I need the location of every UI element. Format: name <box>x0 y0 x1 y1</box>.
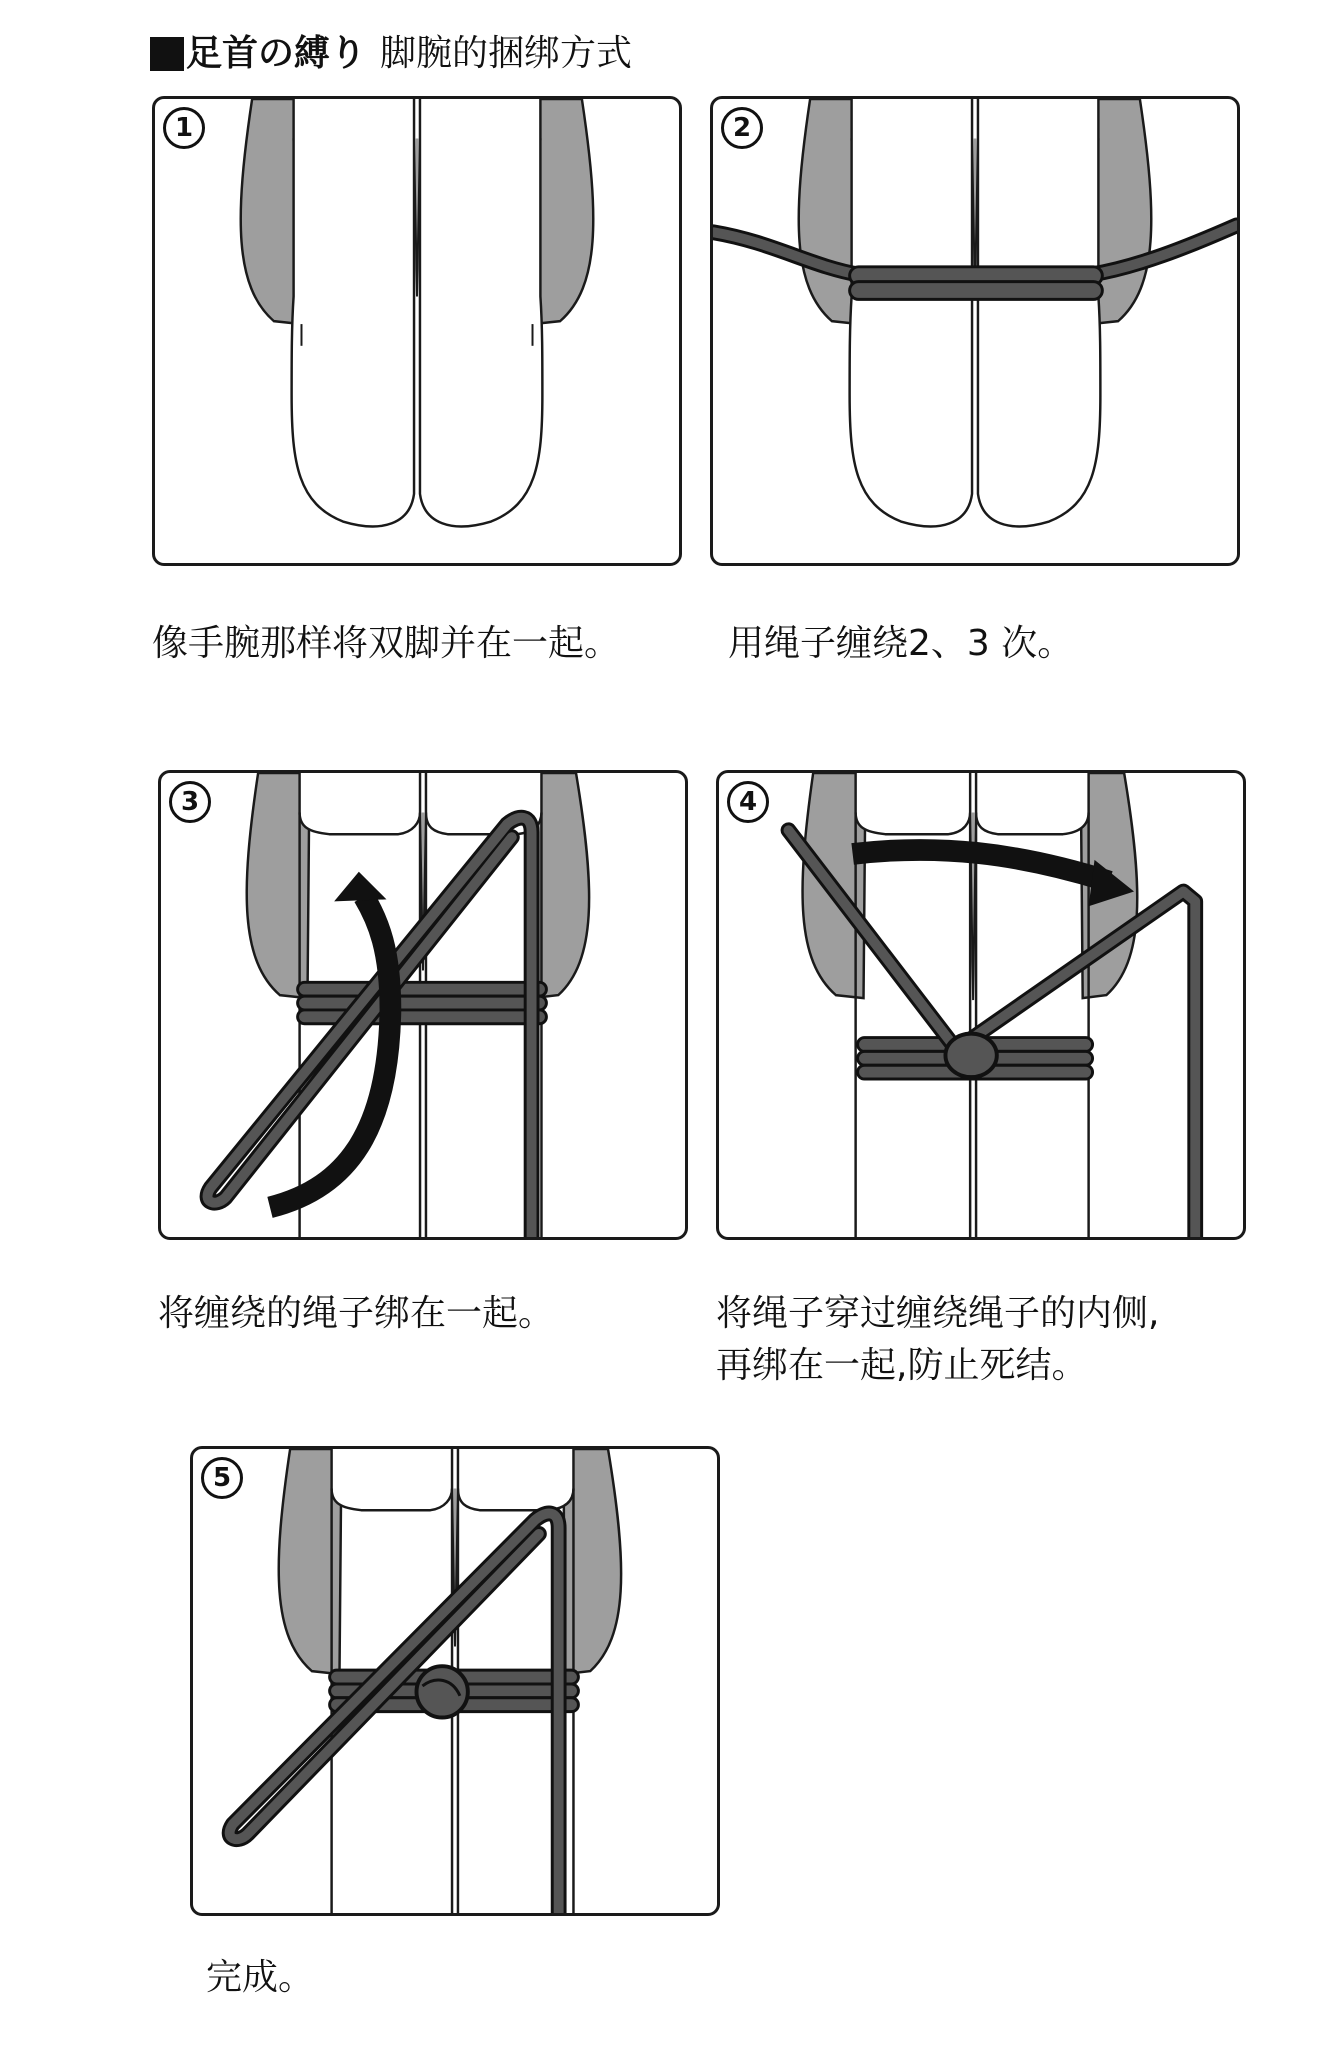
step-1-caption: 像手腕那样将双脚并在一起。 <box>152 623 621 664</box>
step-4-caption-line-1: 将绳子穿过缠绕绳子的内侧, <box>716 1293 1160 1334</box>
step-5-caption: 完成。 <box>206 1957 315 1998</box>
step-number-badge: 4 <box>727 781 769 823</box>
step-number-badge: 2 <box>721 107 763 149</box>
square-bullet-icon <box>150 37 184 71</box>
step-2-panel <box>710 96 1240 566</box>
step-5-illustration <box>193 1449 717 1913</box>
step-2-caption: 用绳子缠绕2、3 次。 <box>728 623 1074 664</box>
step-number-badge: 3 <box>169 781 211 823</box>
step-4-illustration <box>719 773 1243 1237</box>
step-1-panel <box>152 96 682 566</box>
page-title <box>150 30 632 78</box>
step-3-illustration <box>161 773 685 1237</box>
step-1-illustration <box>155 99 679 563</box>
step-number-badge: 5 <box>201 1457 243 1499</box>
step-number-badge: 1 <box>163 107 205 149</box>
step-4-caption-line-2: 再绑在一起,防止死结。 <box>716 1345 1088 1386</box>
step-3-caption: 将缠绕的绳子绑在一起。 <box>158 1293 555 1334</box>
step-4-panel <box>716 770 1246 1240</box>
title-chinese: 脚腕的捆绑方式 <box>380 33 633 74</box>
title-japanese: 足首の縛り <box>186 33 367 74</box>
step-2-illustration <box>713 99 1237 563</box>
step-5-panel <box>190 1446 720 1916</box>
step-3-panel <box>158 770 688 1240</box>
